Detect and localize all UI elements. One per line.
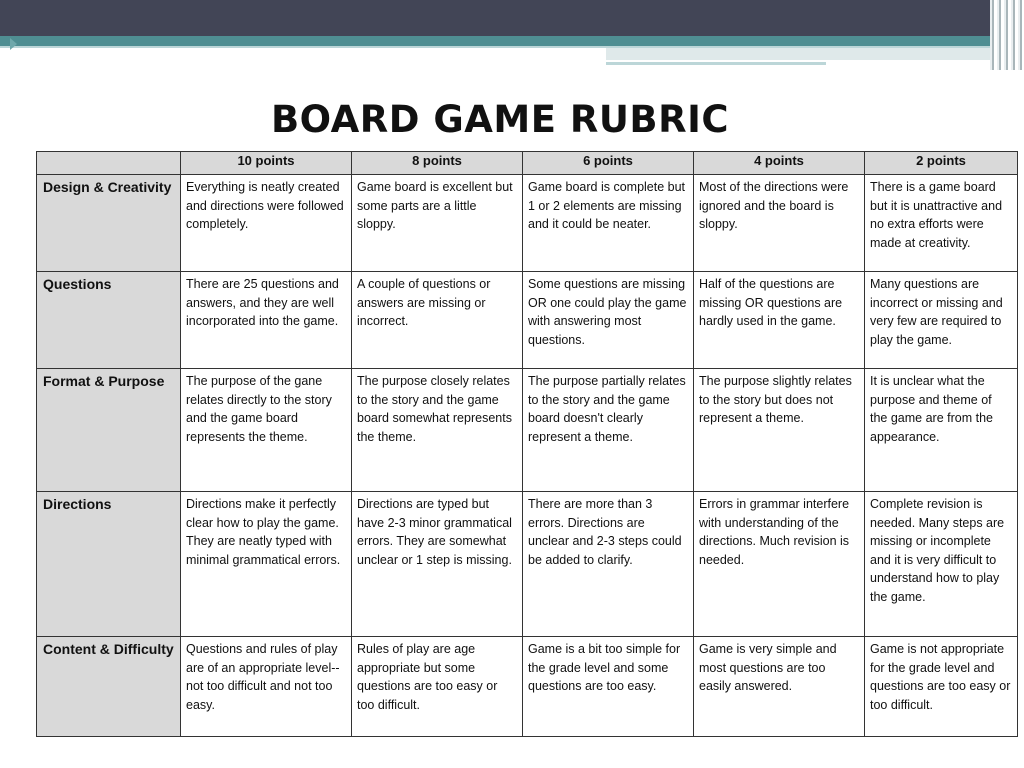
row-category: Content & Difficulty — [37, 637, 181, 737]
header-4-points: 4 points — [694, 152, 865, 175]
rubric-cell: The purpose slightly relates to the story but does not represent a theme. — [694, 369, 865, 492]
header-6-points: 6 points — [523, 152, 694, 175]
row-category: Questions — [37, 272, 181, 369]
rubric-cell: Some questions are missing OR one could play the game with answering most questions. — [523, 272, 694, 369]
rubric-cell: Game is very simple and most questions are too easily answered. — [694, 637, 865, 737]
rubric-cell: There are 25 questions and answers, and they are well incorporated into the game. — [181, 272, 352, 369]
rubric-cell: Game board is excellent but some parts are a little sloppy. — [352, 175, 523, 272]
header-row — [37, 152, 1018, 175]
table-row — [37, 272, 1018, 369]
rubric-cell: There is a game board but it is unattractive and no extra efforts were made at creativity. — [865, 175, 1018, 272]
row-category: Directions — [37, 492, 181, 637]
rubric-cell: Everything is neatly created and directions were followed completely. — [181, 175, 352, 272]
rubric-cell: It is unclear what the purpose and theme of the game are from the appearance. — [865, 369, 1018, 492]
rubric-cell: Game is a bit too simple for the grade level and some questions are too easy. — [523, 637, 694, 737]
rubric-table — [36, 151, 1018, 737]
header-2-points: 2 points — [865, 152, 1018, 175]
table-row — [37, 637, 1018, 737]
rubric-cell: Game is not appropriate for the grade level and questions are too easy or too difficult. — [865, 637, 1018, 737]
rubric-cell: Game board is complete but 1 or 2 elements are missing and it could be neater. — [523, 175, 694, 272]
rubric-cell: The purpose partially relates to the story and the game board doesn't clearly represent a theme. — [523, 369, 694, 492]
rubric-cell: Complete revision is needed. Many steps are missing or incomplete and it is very difficult to understand how to play the game. — [865, 492, 1018, 637]
header-corner — [37, 152, 181, 175]
slide-corner-stripes — [990, 0, 1024, 70]
slide-title: BOARD GAME RUBRIC — [270, 98, 729, 141]
rubric-cell: A couple of questions or answers are missing or incorrect. — [352, 272, 523, 369]
slide-accent-notch — [606, 48, 990, 60]
slide-accent-underline — [606, 62, 826, 65]
table-row — [37, 492, 1018, 637]
rubric-cell: Errors in grammar interfere with understanding of the directions. Much revision is needed. — [694, 492, 865, 637]
rubric-cell: Many questions are incorrect or missing and very few are required to play the game. — [865, 272, 1018, 369]
rubric-cell: The purpose of the gane relates directly to the story and the game board represents the theme. — [181, 369, 352, 492]
rubric-cell: The purpose closely relates to the story and the game board somewhat represents the theme. — [352, 369, 523, 492]
header-10-points: 10 points — [181, 152, 352, 175]
rubric-cell: Half of the questions are missing OR questions are hardly used in the game. — [694, 272, 865, 369]
rubric-cell: Questions and rules of play are of an appropriate level--not too difficult and not too easy. — [181, 637, 352, 737]
rubric-cell: There are more than 3 errors. Directions are unclear and 2-3 steps could be added to clarify. — [523, 492, 694, 637]
slide-accent-band — [0, 36, 990, 46]
table-row — [37, 369, 1018, 492]
row-category: Design & Creativity — [37, 175, 181, 272]
rubric-cell: Directions make it perfectly clear how to play the game. They are neatly typed with minimal grammatical errors. — [181, 492, 352, 637]
rubric-cell: Rules of play are age appropriate but some questions are too easy or too difficult. — [352, 637, 523, 737]
header-8-points: 8 points — [352, 152, 523, 175]
slide-header-band — [0, 0, 1024, 36]
table-row — [37, 175, 1018, 272]
rubric-cell: Directions are typed but have 2-3 minor grammatical errors. They are somewhat unclear or 1 step is missing. — [352, 492, 523, 637]
row-category: Format & Purpose — [37, 369, 181, 492]
rubric-cell: Most of the directions were ignored and the board is sloppy. — [694, 175, 865, 272]
slide-arrow-icon — [10, 38, 17, 50]
